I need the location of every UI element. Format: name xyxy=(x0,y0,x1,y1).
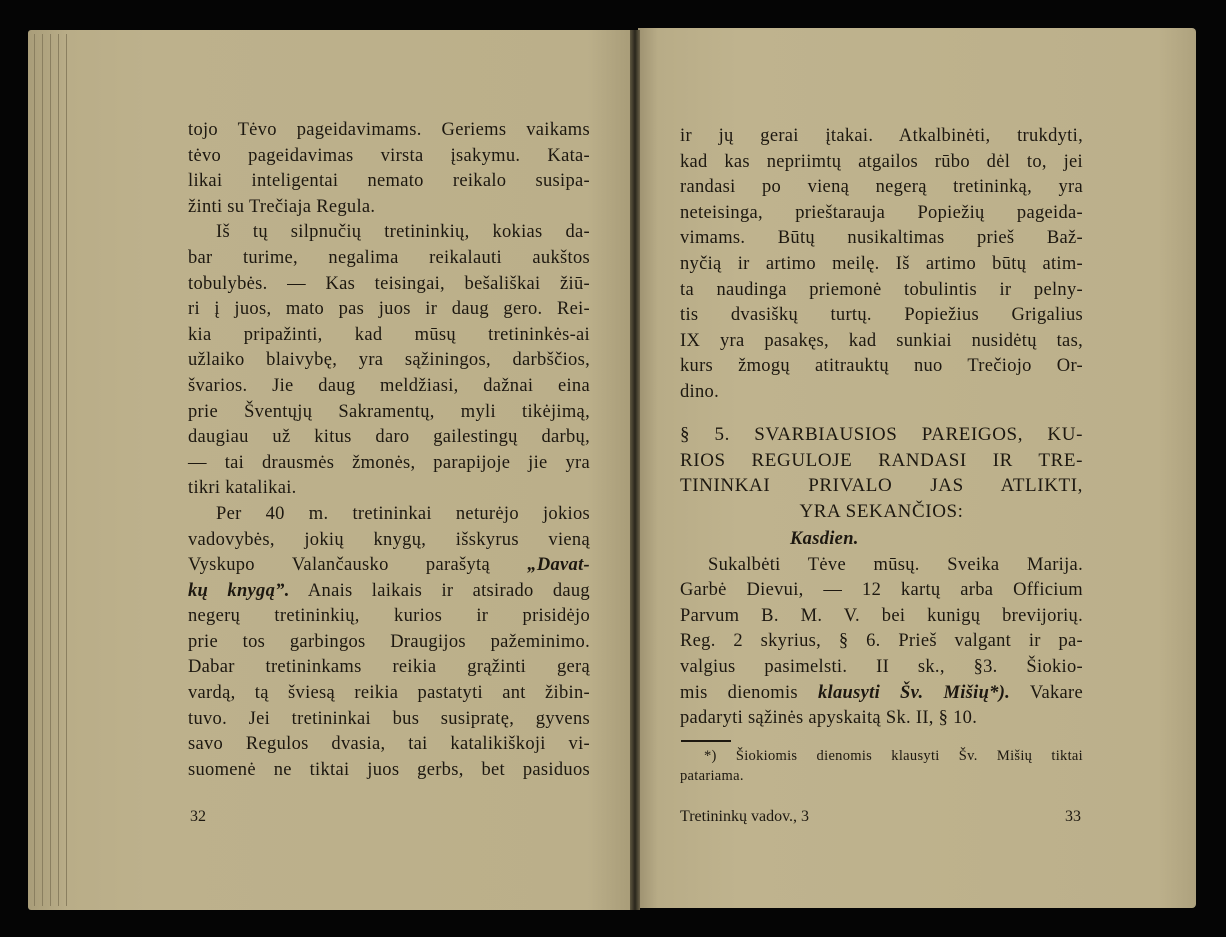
text-line xyxy=(680,681,1083,707)
text-segment: — tai drausmės žmonės, parapijoje jie yra xyxy=(188,452,590,473)
text-line xyxy=(680,706,1083,732)
text-line xyxy=(188,604,590,630)
text-line xyxy=(680,252,1083,278)
text-line xyxy=(680,124,1083,150)
page-number-right: 33 xyxy=(1065,808,1081,825)
text-segment: savo Regulos dvasia, tai katalikiškoji vi- xyxy=(188,734,590,755)
text-line xyxy=(680,354,1083,380)
page-number-left: 32 xyxy=(190,808,206,825)
text-segment: prie Šventųjų Sakramentų, myli tikėjimą, xyxy=(188,401,590,422)
page-edge xyxy=(66,34,67,906)
text-line xyxy=(188,195,590,221)
text-line xyxy=(680,278,1083,304)
footnote-divider xyxy=(681,740,731,742)
text-segment: prie tos garbingos Draugijos pažeminimo. xyxy=(188,631,590,652)
footnote xyxy=(680,746,1083,786)
text-line xyxy=(188,246,590,272)
text-segment: švarios. Jie daug meldžiasi, dažnai eina xyxy=(188,375,590,396)
text-line xyxy=(188,220,590,246)
text-segment: tis dvasiškų turtų. Popiežius Grigalius xyxy=(680,305,1083,326)
page-edge xyxy=(50,34,51,906)
text-segment: IX yra pasakęs, kad sunkiai nusidėtų tas, xyxy=(680,330,1083,351)
text-segment: Sukalbėti Tėve mūsų. Sveika Marija. xyxy=(708,554,1083,575)
heading-line: § 5. SVARBIAUSIOS PAREIGOS, KU- xyxy=(680,424,1083,445)
text-segment: Per 40 m. tretininkai neturėjo jokios xyxy=(216,503,590,524)
text-line xyxy=(188,707,590,733)
text-segment: daugiau už kitus daro gailestingų darbų, xyxy=(188,427,590,448)
text-segment: tėvo pageidavimas virsta įsakymu. Kata- xyxy=(188,145,590,166)
text-segment: tikri katalikai. xyxy=(188,478,297,499)
text-segment: ta naudinga priemonė tobulintis ir pelny- xyxy=(680,279,1083,300)
text-line xyxy=(188,425,590,451)
text-segment: suomenė ne tiktai juos gerbs, bet pasiduos xyxy=(188,759,590,780)
text-line xyxy=(188,400,590,426)
emphasized-text: „Davat- xyxy=(527,555,590,576)
text-line xyxy=(680,329,1083,355)
book-gutter xyxy=(630,30,640,910)
text-line xyxy=(188,681,590,707)
text-segment: žinti su Trečiaja Regula. xyxy=(188,196,376,217)
text-segment: Garbė Dievui, — 12 kartų arba Officium xyxy=(680,580,1083,601)
text-line xyxy=(188,655,590,681)
heading-line: RIOS REGULOJE RANDASI IR TRE- xyxy=(680,449,1083,471)
text-segment: vimams. Būtų nusikaltimas prieš Baž- xyxy=(680,228,1083,249)
text-line xyxy=(188,758,590,784)
text-line xyxy=(188,528,590,554)
text-segment: tobulybės. — Kas teisingai, bešališkai žiū- xyxy=(188,273,590,294)
text-segment: kad kas nepriimtų atgailos rūbo dėl to, jei xyxy=(680,151,1083,172)
text-segment: Dabar tretininkams reikia grąžinti gerą xyxy=(188,657,590,678)
text-segment: padaryti sąžinės apyskaitą Sk. II, § 10. xyxy=(680,708,978,729)
text-segment: užlaiko blaivybę, yra sąžiningos, darbščios, xyxy=(188,350,590,371)
text-line xyxy=(188,118,590,144)
text-segment: Vakare xyxy=(1010,682,1083,703)
text-line xyxy=(188,144,590,170)
footnote-line: patariama. xyxy=(680,768,744,784)
text-segment: Iš tų silpnučių tretininkių, kokias da- xyxy=(216,222,590,243)
text-line xyxy=(680,150,1083,176)
text-line xyxy=(680,578,1083,604)
text-line xyxy=(680,201,1083,227)
text-line xyxy=(188,169,590,195)
text-segment: valgius pasimelsti. II sk., §3. Šiokio- xyxy=(680,656,1083,677)
text-segment: Parvum B. M. V. bei kunigų brevijorių. xyxy=(680,605,1083,626)
text-segment: ri į juos, mato pas juos ir daug gero. Rei- xyxy=(188,299,590,320)
text-line xyxy=(680,175,1083,201)
subheading: Kasdien. xyxy=(790,529,859,549)
text-line xyxy=(188,553,590,579)
text-line xyxy=(680,604,1083,630)
text-segment: Reg. 2 skyrius, § 6. Prieš valgant ir pa- xyxy=(680,631,1083,652)
text-segment: likai inteligentai nemato reikalo susipa- xyxy=(188,171,590,192)
text-segment: ir jų gerai įtakai. Atkalbinėti, trukdyti, xyxy=(680,126,1083,146)
text-segment: tojo Tėvo pageidavimams. Geriems vaikams xyxy=(188,120,590,140)
text-segment: Anais laikais ir atsirado daug xyxy=(289,580,590,601)
page-edge xyxy=(58,34,59,906)
text-line xyxy=(680,553,1083,579)
text-segment: Vyskupo Valančausko parašytą xyxy=(188,555,528,576)
text-segment: vadovybės, jokių knygų, išskyrus vieną xyxy=(188,529,590,550)
text-segment: bar turime, negalima reikalauti aukštos xyxy=(188,247,590,268)
text-segment: neteisinga, prieštarauja Popiežių pageida- xyxy=(680,202,1083,223)
left-page-body xyxy=(188,118,590,783)
text-line xyxy=(188,348,590,374)
text-line xyxy=(680,380,1083,406)
text-segment: kia pripažinti, kad mūsų tretininkės-ai xyxy=(188,324,590,345)
footnote-line: *) Šiokiomis dienomis klausyti Šv. Mišių tiktai xyxy=(704,748,1083,764)
text-line xyxy=(188,579,590,605)
text-segment: nyčią ir artimo meilę. Iš artimo būtų atim- xyxy=(680,253,1083,274)
running-footer: Tretininkų vadov., 3 xyxy=(680,808,810,825)
right-page-body xyxy=(680,124,1083,406)
text-segment: mis dienomis xyxy=(680,682,818,703)
page-edge xyxy=(34,34,35,906)
emphasized-text: kų knygą”. xyxy=(188,580,290,601)
text-line xyxy=(188,451,590,477)
text-line xyxy=(680,629,1083,655)
text-line xyxy=(188,297,590,323)
text-line xyxy=(188,374,590,400)
text-segment: dino. xyxy=(680,381,720,402)
text-line xyxy=(188,476,590,502)
text-line xyxy=(680,226,1083,252)
page-edge xyxy=(42,34,43,906)
daily-duties-body xyxy=(680,527,1083,732)
text-segment: kurs žmogų atitrauktų nuo Trečiojo Or- xyxy=(680,356,1083,377)
text-line xyxy=(188,630,590,656)
heading-line: TININKAI PRIVALO JAS ATLIKTI, xyxy=(680,475,1083,497)
text-line xyxy=(680,303,1083,329)
text-segment: tuvo. Jei tretininkai bus susipratę, gyvens xyxy=(188,708,590,729)
text-line xyxy=(680,655,1083,681)
text-line xyxy=(188,502,590,528)
text-line xyxy=(188,323,590,349)
text-segment: vardą, tą šviesą reikia pastatyti ant žibin- xyxy=(188,683,590,704)
emphasized-text: klausyti Šv. Mišių*). xyxy=(817,682,1011,703)
text-line xyxy=(188,272,590,298)
text-segment: randasi po vieną negerą tretininką, yra xyxy=(680,177,1083,198)
text-segment: negerų tretininkių, kurios ir prisidėjo xyxy=(188,606,590,627)
heading-line: YRA SEKANČIOS: xyxy=(799,500,964,522)
text-line xyxy=(188,732,590,758)
section-heading xyxy=(680,422,1083,524)
